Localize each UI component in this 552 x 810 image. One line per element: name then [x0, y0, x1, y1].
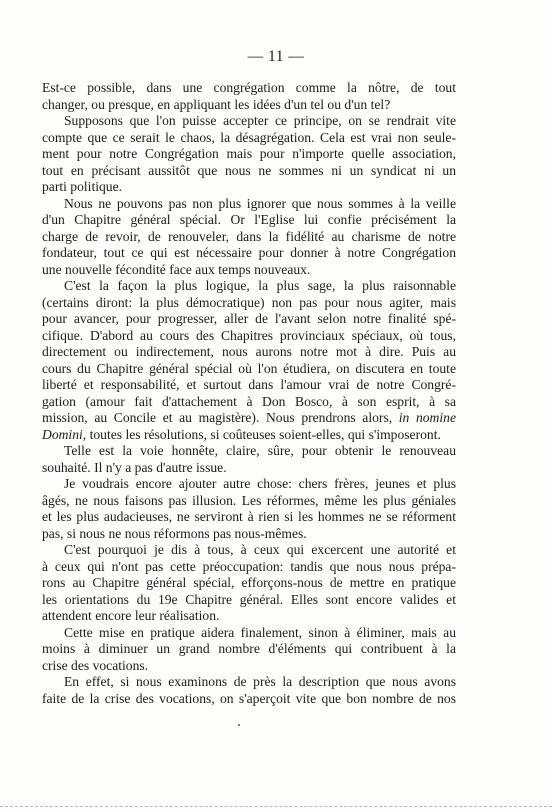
text-line: Domini, toutes les résolutions, si coûteuses soient-elles, qui s'imposeront. — [42, 426, 441, 442]
text-line: âgés, ne nous faisons pas illusion. Les réformes, même les plus géniales — [42, 492, 456, 508]
text-line: tout en précisant aussitôt que nous ne sommes ni un syndicat ni un — [42, 162, 456, 178]
text-line: compte que ce serait le chaos, la désagrégation. Cela est vrai non seule- — [42, 129, 456, 145]
text-line: Telle est la voie honnête, claire, sûre, pour obtenir le renouveau — [64, 443, 456, 458]
text-line: attendent encore leur réalisation. — [42, 608, 220, 623]
text-line: pour avancer, pour progresser, aller de l'avant selon notre finalité spé- — [42, 311, 456, 326]
text-line: En effet, si nous examinons de près la description que nous avons — [64, 674, 456, 689]
text-line: Est-ce possible, dans une congrégation comme la nôtre, de tout — [42, 80, 456, 95]
text-line: faite de la crise des vocations, on s'aperçoit vite que bon nombre de nos — [42, 690, 456, 706]
text-line: d'un Chapitre général spécial. Or l'Eglise lui confie précisément la — [42, 212, 456, 227]
text-line: liberté et responsabilité, et surtout dans l'amour vrai de notre Congré- — [42, 377, 456, 392]
text-line: rons au Chapitre général spécial, efforçons-nous de mettre en pratique — [42, 575, 456, 590]
page-edge-rule — [0, 806, 552, 807]
page-number: — 11 — — [247, 48, 305, 65]
text-line: fondateur, tout ce qui est nécessaire pour donner à notre Congrégation — [42, 245, 456, 260]
text-line: charge de revoir, de renouveler, dans la fidélité au charisme de notre — [42, 228, 456, 244]
text-line: (certains diront: la plus démocratique) non pas pour nous agiter, mais — [42, 294, 456, 310]
text-line: pas, si nous ne nous réformons pas nous-mêmes. — [42, 525, 307, 541]
text-line: ment pour notre Congrégation mais pour n'importe quelle association, — [42, 146, 456, 161]
text-line: moins à diminuer un grand nombre d'éléments qui contribuent à la — [42, 641, 456, 656]
text-line: souhaité. Il n'y a pas d'autre issue. — [42, 459, 227, 475]
text-line: Je voudrais encore ajouter autre chose: chers frères, jeunes et plus — [64, 476, 456, 491]
text-line: Cette mise en pratique aidera finalement, sinon à éliminer, mais au — [64, 624, 456, 640]
text-line: à ceux qui n'ont pas cette préoccupation: tandis que nous nous prépa- — [42, 558, 456, 574]
text-line: C'est la façon la plus logique, la plus sage, la plus raisonnable — [64, 278, 456, 293]
text-line: mission, au Concile et au magistère). Nous prendrons alors, in nomine — [42, 410, 456, 425]
italic-phrase: Domini — [42, 426, 83, 442]
text-line: et les plus audacieuses, ne serviront à rien si les hommes ne se réforment — [42, 509, 456, 524]
italic-phrase: in nomine — [398, 410, 456, 425]
text-line: cifique. D'abord au cours des Chapitres provinciaux spéciaux, où tous, — [42, 327, 456, 343]
body-text — [42, 80, 456, 707]
text-line: Nous ne pouvons pas non plus ignorer que nous sommes à la veille — [64, 195, 456, 211]
text-line: les orientations du 19e Chapitre général. Elles sont encore valides et — [42, 591, 456, 607]
text-line: C'est pourquoi je dis à tous, à ceux qui excercent une autorité et — [64, 542, 456, 557]
text-line: cours du Chapitre général spécial où l'on étudiera, on discutera en toute — [42, 360, 456, 376]
text-line: Supposons que l'on puisse accepter ce principe, on se rendrait vite — [64, 113, 456, 128]
print-mark — [238, 724, 240, 726]
text-line: directement ou indirectement, nous aurons notre mot à dire. Puis au — [42, 344, 456, 359]
text-line: parti politique. — [42, 179, 123, 194]
text-line: gation (amour fait d'attachement à Don Bosco, à son esprit, à sa — [42, 393, 456, 409]
text-line: crise des vocations. — [42, 657, 149, 673]
text-line: changer, ou presque, en appliquant les idées d'un tel ou d'un tel? — [42, 96, 391, 112]
text-line: une nouvelle fécondité face aux temps nouveaux. — [42, 261, 311, 277]
